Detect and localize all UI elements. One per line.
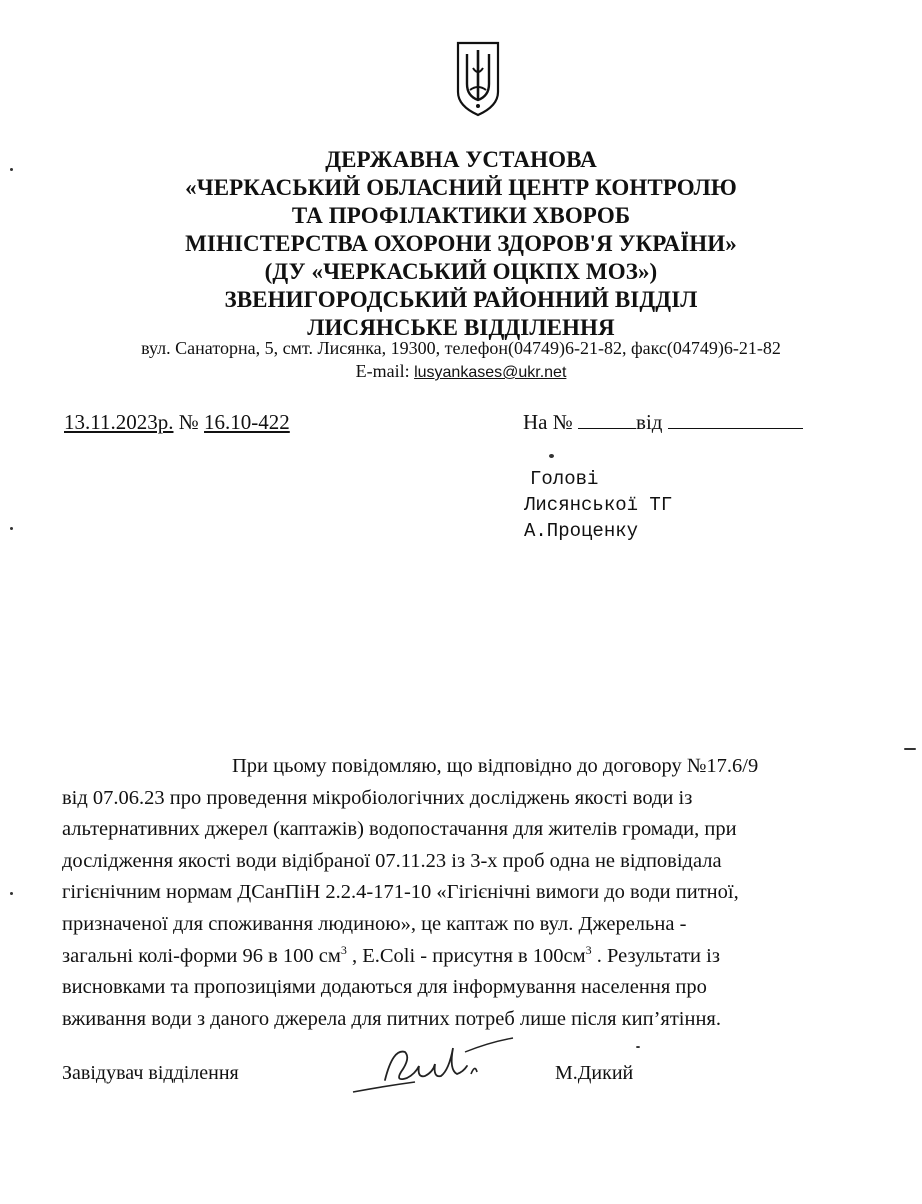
org-line: ДЕРЖАВНА УСТАНОВА [325, 147, 597, 172]
incoming-reference [523, 410, 803, 435]
body-line: призначеної для споживання людиною», це каптаж по вул. Джерельна - [62, 912, 687, 935]
incoming-date-blank [668, 410, 803, 429]
scan-speck [10, 892, 13, 895]
superscript: 3 [585, 942, 592, 957]
incoming-number-blank [578, 410, 636, 429]
addressee-line: Голові [530, 468, 599, 490]
number-label: № [178, 410, 199, 434]
org-line: «ЧЕРКАСЬКИЙ ОБЛАСНИЙ ЦЕНТР КОНТРОЛЮ [185, 175, 737, 200]
body-line: гігієнічним нормам ДСанПіН 2.2.4-171-10 «Гігієнічні вимоги до води питної, [62, 881, 739, 904]
letter-body [62, 751, 862, 1035]
letter-number: 16.10-422 [204, 410, 290, 434]
org-address: вул. Санаторна, 5, смт. Лисянка, 19300, телефон(04749)6-21-82, факс(04749)6-21-82 [141, 338, 781, 358]
from-label: від [636, 410, 663, 434]
superscript: 3 [340, 942, 347, 957]
addressee-line: А.Проценку [524, 520, 639, 542]
body-line: висновками та пропозиціями додаються для інформування населення про [62, 976, 707, 999]
scan-speck [904, 748, 916, 750]
outgoing-reference [64, 410, 290, 435]
org-line: ЗВЕНИГОРОДСЬКИЙ РАЙОННИЙ ВІДДІЛ [224, 287, 698, 312]
scan-speck [10, 527, 13, 530]
scan-speck [636, 1046, 640, 1048]
org-email-line [0, 360, 922, 384]
scan-speck [549, 454, 554, 458]
body-line: дослідження якості води відібраної 07.11.23 із 3-х проб одна не відповідала [62, 849, 722, 872]
body-text-segment: . Результати із [591, 944, 720, 967]
addressee-block [524, 466, 672, 544]
addressee-line: Лисянської ТГ [524, 494, 673, 516]
signatory-name: М.Дикий [555, 1062, 634, 1084]
body-line: вживання води з даного джерела для питних потреб лише після кип’ятіння. [62, 1007, 721, 1030]
body-text-segment: , E.Coli - присутня в 100см [346, 944, 586, 967]
signatory-title: Завідувач відділення [62, 1062, 239, 1084]
organization-header [0, 146, 922, 342]
handwritten-signature-icon [345, 1030, 525, 1105]
org-line: МІНІСТЕРСТВА ОХОРОНИ ЗДОРОВ'Я УКРАЇНИ» [185, 231, 737, 256]
body-line: від 07.06.23 про проведення мікробіологічних досліджень якості води із [62, 786, 693, 809]
email-label: E-mail: [355, 361, 410, 381]
body-text-segment: загальні колі-форми 96 в 100 см [62, 944, 341, 967]
body-line [62, 941, 862, 973]
body-line: При цьому повідомляю, що відповідно до договору №17.6/9 [232, 755, 759, 777]
org-line: ЛИСЯНСЬКЕ ВІДДІЛЕННЯ [307, 315, 615, 340]
org-line: (ДУ «ЧЕРКАСЬКИЙ ОЦКПХ МОЗ») [264, 259, 658, 284]
scan-speck [10, 168, 13, 171]
body-line: альтернативних джерел (каптажів) водопостачання для жителів громади, при [62, 818, 737, 841]
org-line: ТА ПРОФІЛАКТИКИ ХВОРОБ [291, 203, 631, 228]
email-link[interactable]: lusyankases@ukr.net [414, 364, 567, 381]
incoming-label: На № [523, 410, 573, 434]
coat-of-arms-icon [455, 40, 501, 118]
letter-date: 13.11.2023р. [64, 410, 174, 434]
